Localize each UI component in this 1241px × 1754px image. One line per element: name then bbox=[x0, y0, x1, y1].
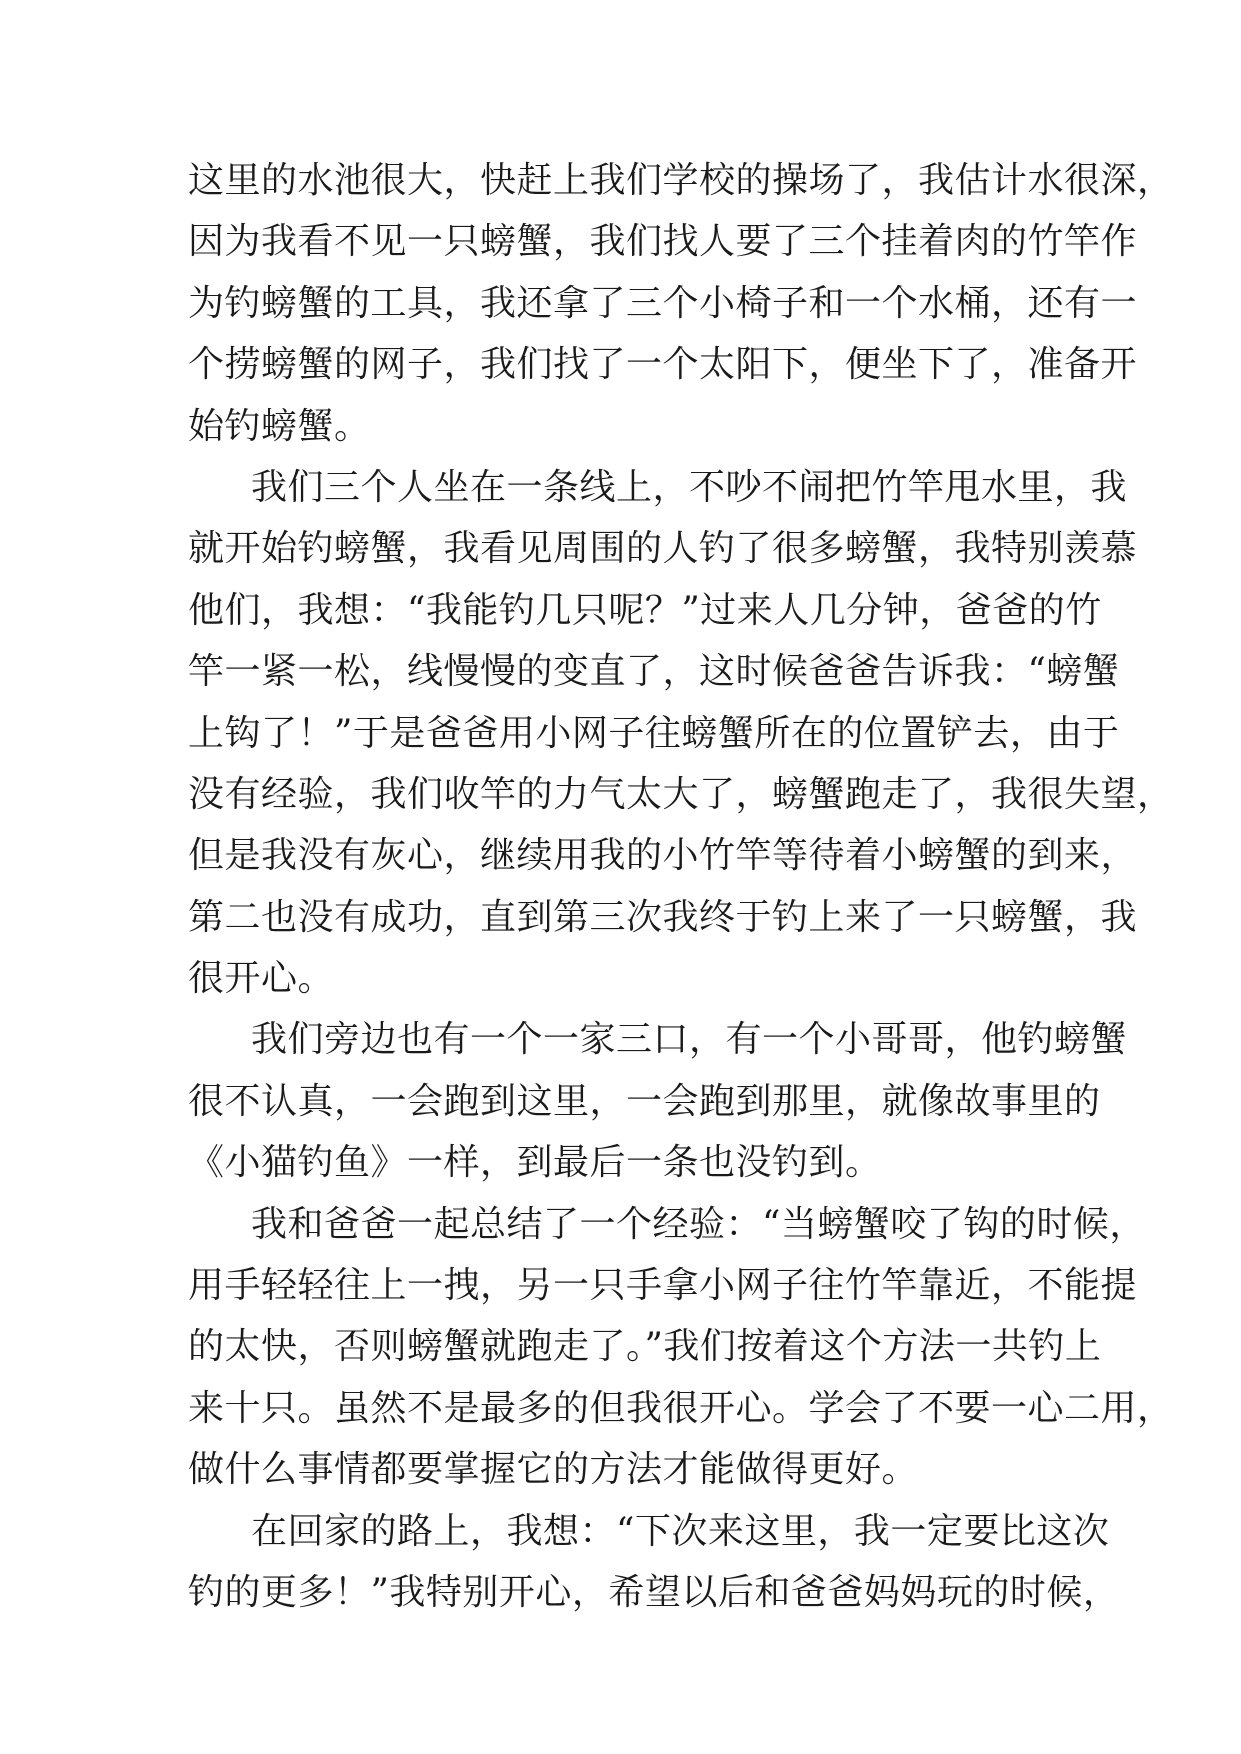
paragraph-start-line: 我们三个人坐在一条线上，不吵不闹把竹竿甩水里，我 bbox=[251, 466, 1128, 508]
text-line: 《小猫钓鱼》一样，到最后一条也没钓到。 bbox=[188, 1142, 882, 1184]
text-line: 很开心。 bbox=[188, 958, 335, 1000]
paragraph-start-line: 我和爸爸一起总结了一个经验：“当螃蟹咬了钩的时候， bbox=[251, 1203, 1146, 1245]
text-line: 上钩了！”于是爸爸用小网子往螃蟹所在的位置铲去，由于 bbox=[188, 712, 1120, 754]
text-line: 这里的水池很大，快赶上我们学校的操场了，我估计水很深， bbox=[188, 160, 1174, 201]
document-body bbox=[188, 150, 1174, 1623]
text-line: 做什么事情都要掌握它的方法才能做得更好。 bbox=[188, 1449, 919, 1491]
text-line: 个捞螃蟹的网子，我们找了一个太阳下，便坐下了，准备开 bbox=[188, 344, 1138, 386]
text-line: 但是我没有灰心，继续用我的小竹竿等待着小螃蟹的到来， bbox=[188, 835, 1138, 877]
text-line: 竿一紧一松，线慢慢的变直了，这时候爸爸告诉我：“螃蟹 bbox=[188, 651, 1120, 693]
text-line: 为钓螃蟹的工具，我还拿了三个小椅子和一个水桶，还有一 bbox=[188, 282, 1138, 324]
paragraph-start-line: 我们旁边也有一个一家三口，有一个小哥哥，他钓螃蟹 bbox=[251, 1019, 1128, 1061]
text-line: 他们，我想：“我能钓几只呢？”过来人几分钟，爸爸的竹 bbox=[188, 589, 1102, 631]
text-line: 没有经验，我们收竿的力气太大了，螃蟹跑走了，我很失望， bbox=[188, 773, 1174, 815]
text-line: 来十只。虽然不是最多的但我很开心。学会了不要一心二用， bbox=[188, 1387, 1174, 1429]
text-line: 用手轻轻往上一拽，另一只手拿小网子往竹竿靠近，不能提 bbox=[188, 1265, 1138, 1307]
text-line: 的太快，否则螃蟹就跑走了。”我们按着这个方法一共钓上 bbox=[188, 1326, 1102, 1368]
text-line: 始钓螃蟹。 bbox=[188, 405, 371, 447]
text-line: 因为我看不见一只螃蟹，我们找人要了三个挂着肉的竹竿作 bbox=[188, 221, 1138, 263]
paragraph-start-line: 在回家的路上，我想：“下次来这里，我一定要比这次 bbox=[251, 1510, 1110, 1552]
text-line: 很不认真，一会跑到这里，一会跑到那里，就像故事里的 bbox=[188, 1080, 1101, 1122]
text-line: 钓的更多！”我特别开心，希望以后和爸爸妈妈玩的时候， bbox=[188, 1571, 1120, 1613]
text-line: 第二也没有成功，直到第三次我终于钓上来了一只螃蟹，我 bbox=[188, 896, 1138, 938]
text-line: 就开始钓螃蟹，我看见周围的人钓了很多螃蟹，我特别羡慕 bbox=[188, 528, 1138, 570]
